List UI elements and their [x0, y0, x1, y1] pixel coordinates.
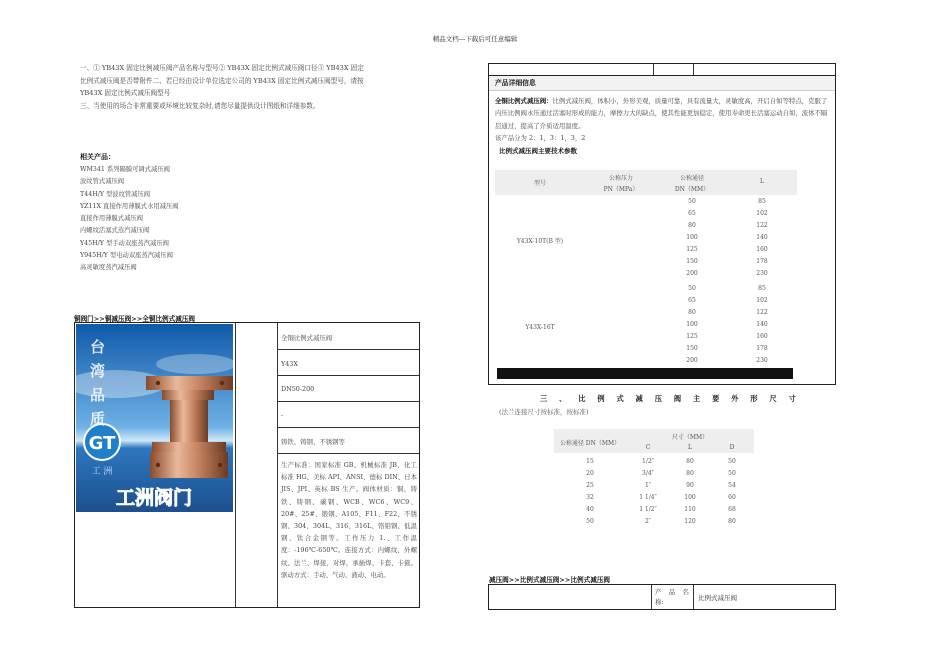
- row-dn: 100: [686, 321, 698, 328]
- watermark-char: 品: [90, 386, 106, 404]
- dims-cell: 54: [728, 482, 736, 489]
- dims-header-l: L: [688, 444, 692, 451]
- table-divider: [235, 323, 236, 607]
- bottom-table: [488, 584, 836, 610]
- dims-title-char: 形: [750, 394, 763, 403]
- related-item[interactable]: Y45H/Y 型手动双座蒸汽减压阀: [80, 239, 169, 247]
- product-name-value: 比例式减压阀: [698, 594, 737, 602]
- related-item[interactable]: YZ11X 直接作用薄膜式水用减压阀: [80, 202, 179, 210]
- dims-cell: 80: [686, 470, 694, 477]
- dims-cell: 50: [586, 518, 594, 525]
- row-l: 178: [756, 345, 768, 352]
- dims-header-size: 尺寸（MM）: [671, 434, 709, 441]
- breadcrumb[interactable]: 铜阀门>>铜减压阀>>全铜比例式减压阀: [74, 315, 196, 323]
- dims-cell: 1″: [644, 482, 652, 489]
- watermark-char: 湾: [90, 362, 106, 380]
- header-diameter-unit: DN（MM）: [674, 186, 710, 193]
- header-diameter: 公称通径: [679, 175, 704, 182]
- breadcrumb-bottom[interactable]: 减压阀>>比例式减压阀>>比例式减压阀: [489, 576, 611, 584]
- related-item[interactable]: 高灵敏度蒸汽减压阀: [80, 264, 137, 272]
- related-item[interactable]: T44H/Y 型波纹管减压阀: [80, 190, 151, 198]
- dims-cell: 100: [684, 494, 696, 501]
- dims-title-char: 压: [654, 394, 667, 403]
- watermark-bottom: 工洲阀门: [115, 487, 193, 509]
- dims-subtitle: (法兰连接尺寸按标准，按标准): [499, 408, 589, 416]
- dims-cell: 15: [586, 458, 594, 465]
- spec-model: Y43X: [281, 360, 298, 368]
- table-divider: [277, 349, 419, 350]
- table-divider: [277, 453, 419, 454]
- page-header: 精品文档---下载后可任意编辑: [432, 35, 518, 43]
- table-divider: [277, 427, 419, 428]
- intro-line: 比例式减压阀是否带附件二、若已经由设计单位选定公司的 YB43X 固定比例式减压阀型号，请按: [80, 76, 364, 85]
- related-title: 相关产品：: [80, 152, 115, 161]
- product-name-label: 产 品 名 称:: [655, 588, 689, 606]
- intro-text: [80, 62, 400, 112]
- watermark-char: 台: [90, 338, 106, 356]
- row-l: 85: [758, 198, 766, 205]
- dims-table: [554, 429, 754, 532]
- row-dn: 80: [688, 222, 696, 229]
- row-l: 178: [756, 258, 768, 265]
- row-l: 160: [756, 246, 768, 253]
- row-l: 140: [756, 321, 768, 328]
- detail-desc: 比例式减压阀，体积小，外形美观，质量可靠，具有流量大，灵敏度高，开启自如等特点，克服了内压比例阀水压通过活塞时形成的能力，摩擦力大的缺点，使其性能更加稳定，使用寿命更长活塞运动自如，流体不隔层通过，提高了介质适用温度。: [495, 97, 828, 130]
- row-dn: 125: [686, 333, 698, 340]
- dims-cell: 120: [684, 518, 696, 525]
- dims-title-char: 式: [616, 394, 629, 403]
- header-model: 型号: [533, 180, 546, 187]
- dims-title-char: 要: [712, 394, 725, 403]
- dims-cell: 50: [728, 470, 736, 477]
- row-dn: 200: [686, 270, 698, 277]
- row-dn: 65: [688, 297, 696, 304]
- row-dn: 150: [686, 258, 698, 265]
- row-dn: 150: [686, 345, 698, 352]
- dims-cell: 3/4″: [642, 470, 654, 477]
- dims-title-char: 例: [597, 394, 610, 403]
- dims-title: [540, 394, 796, 404]
- dims-cell: 80: [728, 518, 736, 525]
- table-divider: [693, 585, 694, 609]
- black-divider-bar: [497, 368, 793, 379]
- spec-name: 全铜比例式减压阀: [281, 334, 333, 342]
- param-table: [495, 170, 797, 366]
- logo-word: 工 洲: [91, 467, 113, 477]
- logo-letters: GT: [88, 433, 116, 454]
- intro-line: 三、当使用的场合非常重要或环境比较复杂时,请您尽量提供设计图纸和详细参数。: [80, 101, 320, 110]
- dims-title-char: 外: [731, 394, 744, 403]
- dims-header-d: D: [729, 444, 735, 451]
- dims-cell: 90: [686, 482, 694, 489]
- table-divider: [277, 375, 419, 376]
- group-model: Y43X-10T(B 型): [516, 238, 564, 245]
- row-l: 85: [758, 285, 766, 292]
- spec-size: DN50-200: [281, 385, 315, 393]
- dims-title-char: 三: [540, 394, 552, 403]
- dims-title-char: 阀: [673, 394, 686, 403]
- row-dn: 80: [688, 309, 696, 316]
- related-item[interactable]: 内螺纹活塞式蒸汽减压阀: [80, 227, 150, 235]
- logo-icon: [84, 424, 120, 460]
- table-divider: [277, 401, 419, 402]
- dims-cell: 2″: [644, 518, 652, 525]
- row-l: 122: [756, 222, 768, 229]
- intro-line: 一、① YB43X 固定比例减压阀产品名称与型号② YB43X 固定比例式减压阀口径③ YB43X 固定: [80, 64, 364, 72]
- row-l: 230: [756, 357, 768, 364]
- dims-cell: 1 1/4″: [639, 494, 657, 501]
- dims-title-char: 尺: [769, 394, 782, 403]
- dims-cell: 1 1/2″: [639, 506, 657, 513]
- spec-details: 生产标准：国家标准 GB、机械标准 JB、化工标准 HG、美标 API、ANSI、德标 DIN、日本 JIS、JPI、英标 BS 生产。阀体材质：铜、铸铁、铸钢、碳钢、WCB、WC6、WC9、20#、25#、锻钢、A105、F11、F22、不锈钢、304、304L、316、316L、铬钼钢、低温钢、钛合金钢等。工作压力 1.、工作温度：-196℃-650℃。连接方式：内螺纹、外螺纹、法兰、焊接、对焊、承插焊、卡套、卡箍。驱动方式：手动、气动、液动、电动。: [281, 461, 417, 579]
- group-model: Y43X-16T: [525, 324, 555, 331]
- related-item[interactable]: Y945H/Y 型电动双座蒸汽减压阀: [80, 252, 173, 260]
- watermark-char: 质: [90, 410, 106, 428]
- related-item[interactable]: 波纹管式减压阀: [80, 178, 125, 186]
- header-pressure-unit: PN（MPa）: [603, 186, 639, 193]
- intro-line: YB43X 固定比例式减压阀型号: [80, 89, 171, 98]
- table-divider: [277, 323, 278, 607]
- spec-blank: -: [281, 411, 284, 419]
- related-list: [80, 164, 179, 275]
- header-pressure: 公称压力: [608, 175, 633, 182]
- section-title: 产品详细信息: [489, 76, 835, 91]
- dims-cell: 1/2″: [642, 458, 654, 465]
- product-photo: [76, 324, 233, 512]
- dims-header-c: C: [645, 444, 651, 451]
- dims-title-char: 主: [693, 394, 705, 403]
- row-l: 230: [756, 270, 768, 277]
- valve-image: [76, 324, 233, 512]
- related-item[interactable]: 直接作用薄膜式减压阀: [80, 215, 143, 223]
- dims-title-char: 减: [635, 394, 648, 403]
- row-dn: 50: [688, 285, 696, 292]
- dims-cell: 80: [686, 458, 694, 465]
- row-dn: 65: [688, 210, 696, 217]
- dims-title-char: 寸: [788, 394, 796, 403]
- row-l: 122: [756, 309, 768, 316]
- detail-ratio: 该产品分为 2：1，3：1，3，2: [495, 133, 586, 142]
- row-dn: 50: [688, 198, 696, 205]
- dims-cell: 25: [586, 482, 594, 489]
- dims-cell: 32: [586, 494, 594, 501]
- detail-name-label: 全铜比例式减压阀：: [495, 97, 553, 105]
- row-dn: 200: [686, 357, 698, 364]
- row-dn: 100: [686, 234, 698, 241]
- row-l: 102: [756, 210, 768, 217]
- param-table-title: 比例式减压阀主要技术参数: [499, 147, 577, 155]
- dims-cell: 20: [586, 470, 594, 477]
- product-details-panel: [488, 75, 836, 385]
- dims-cell: 50: [728, 458, 736, 465]
- dims-cell: 68: [728, 506, 736, 513]
- header-length: L: [760, 178, 764, 185]
- dims-header-dn: 公称通径 DN（MM）: [559, 440, 621, 447]
- dims-cell: 60: [728, 494, 736, 501]
- row-dn: 125: [686, 246, 698, 253]
- table-divider: [651, 585, 652, 609]
- dims-title-char: 、: [559, 394, 572, 403]
- row-l: 160: [756, 333, 768, 340]
- detail-description: [495, 95, 833, 144]
- related-item[interactable]: WM341 系列隔膜可调式减压阀: [80, 166, 170, 173]
- row-l: 102: [756, 297, 768, 304]
- spec-material: 铸铁、铸钢、不锈钢等: [281, 438, 345, 446]
- dims-cell: 110: [684, 506, 696, 513]
- row-l: 140: [756, 234, 768, 241]
- dims-title-char: 比: [578, 394, 591, 403]
- dims-cell: 40: [586, 506, 594, 513]
